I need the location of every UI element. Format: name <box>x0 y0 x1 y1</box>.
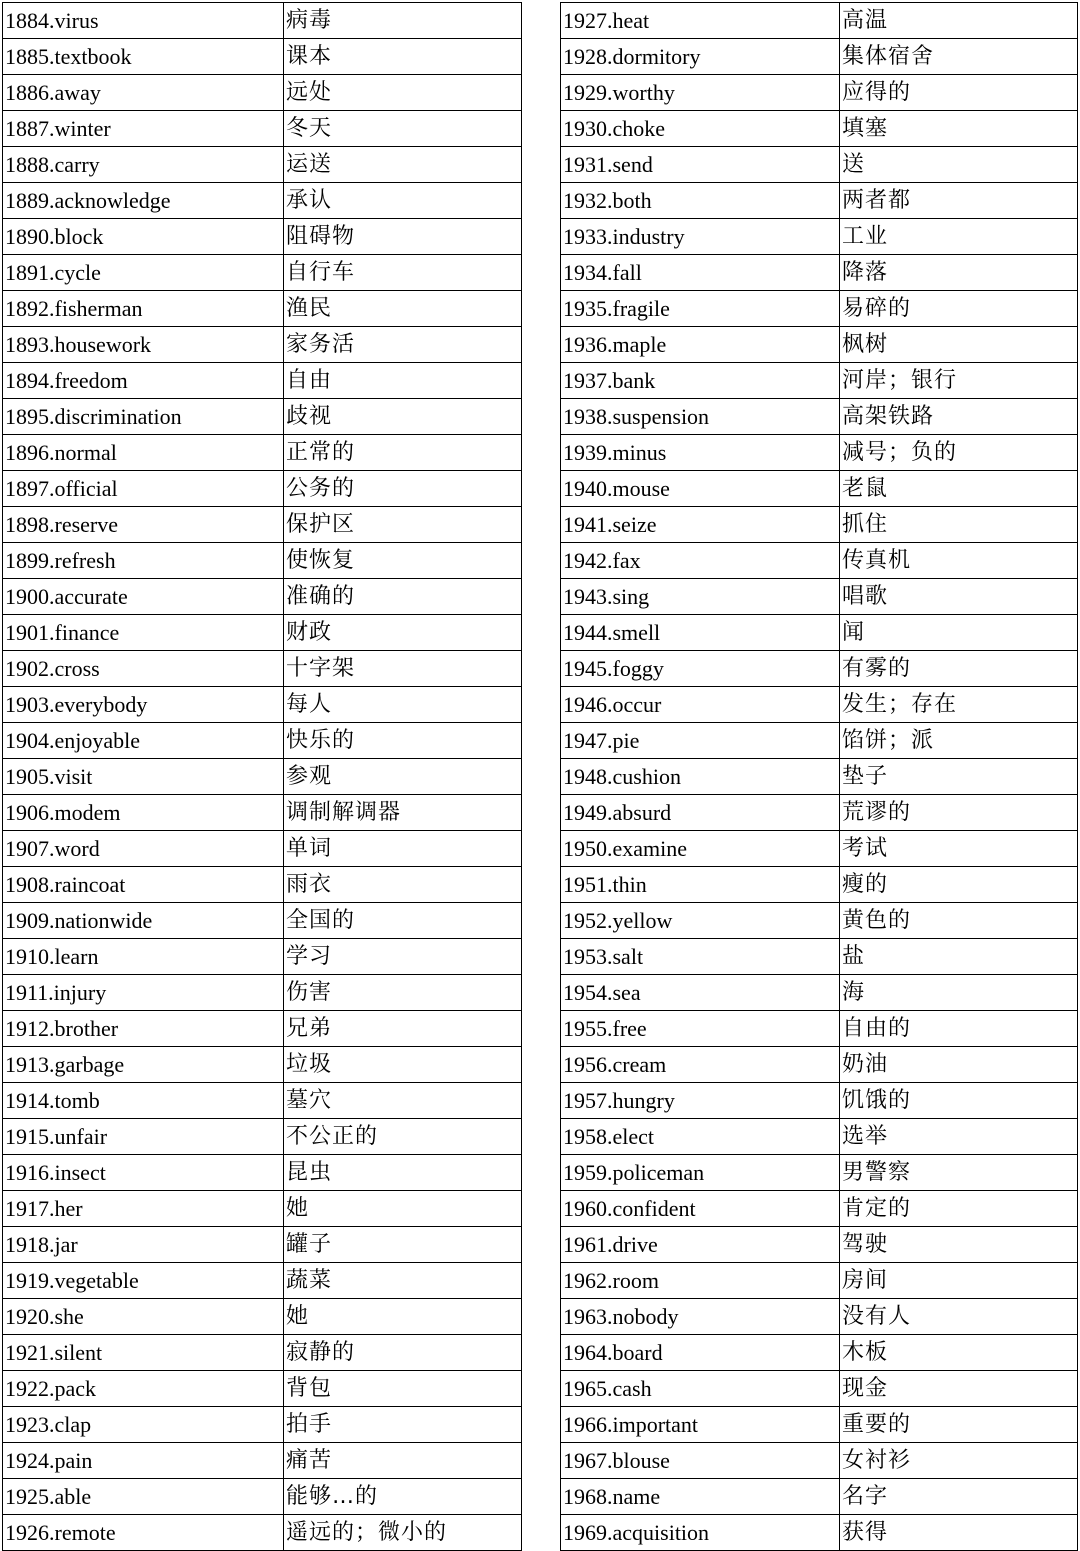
vocab-row <box>3 471 522 507</box>
vocab-word: 1902.cross <box>3 651 284 687</box>
vocab-row <box>3 39 522 75</box>
vocab-meaning: 填塞 <box>840 111 1078 147</box>
vocab-meaning: 蔬菜 <box>284 1263 522 1299</box>
vocab-word: 1893.housework <box>3 327 284 363</box>
vocab-row <box>561 1083 1078 1119</box>
vocab-row <box>561 1155 1078 1191</box>
vocab-row <box>3 939 522 975</box>
vocab-meaning: 全国的 <box>284 903 522 939</box>
vocab-meaning: 保护区 <box>284 507 522 543</box>
vocab-row <box>561 1407 1078 1443</box>
vocab-meaning: 集体宿舍 <box>840 39 1078 75</box>
vocab-word: 1903.everybody <box>3 687 284 723</box>
vocab-row <box>3 687 522 723</box>
vocab-word: 1948.cushion <box>561 759 840 795</box>
vocab-row <box>561 1371 1078 1407</box>
vocab-meaning: 寂静的 <box>284 1335 522 1371</box>
vocab-row <box>3 3 522 39</box>
vocab-row <box>3 1479 522 1515</box>
vocab-word: 1955.free <box>561 1011 840 1047</box>
vocab-meaning: 海 <box>840 975 1078 1011</box>
vocab-word: 1916.insect <box>3 1155 284 1191</box>
vocab-word: 1899.refresh <box>3 543 284 579</box>
vocab-table-right <box>560 2 1078 1551</box>
vocab-word: 1920.she <box>3 1299 284 1335</box>
vocab-meaning: 调制解调器 <box>284 795 522 831</box>
vocab-meaning: 自由 <box>284 363 522 399</box>
vocab-word: 1936.maple <box>561 327 840 363</box>
vocab-row <box>561 975 1078 1011</box>
vocab-row <box>3 1443 522 1479</box>
vocab-row <box>561 363 1078 399</box>
vocab-row <box>561 831 1078 867</box>
vocab-row <box>3 1191 522 1227</box>
vocab-meaning: 送 <box>840 147 1078 183</box>
vocab-meaning: 她 <box>284 1191 522 1227</box>
vocab-meaning: 十字架 <box>284 651 522 687</box>
vocab-word: 1924.pain <box>3 1443 284 1479</box>
vocab-word: 1931.send <box>561 147 840 183</box>
vocab-meaning: 快乐的 <box>284 723 522 759</box>
vocab-word: 1885.textbook <box>3 39 284 75</box>
vocab-meaning: 易碎的 <box>840 291 1078 327</box>
vocab-word: 1962.room <box>561 1263 840 1299</box>
vocab-meaning: 伤害 <box>284 975 522 1011</box>
vocab-word: 1963.nobody <box>561 1299 840 1335</box>
vocab-word: 1905.visit <box>3 759 284 795</box>
vocab-meaning: 发生；存在 <box>840 687 1078 723</box>
vocab-word: 1964.board <box>561 1335 840 1371</box>
vocab-row <box>3 291 522 327</box>
vocab-row <box>561 903 1078 939</box>
vocab-word: 1966.important <box>561 1407 840 1443</box>
vocab-row <box>3 111 522 147</box>
vocab-word: 1958.elect <box>561 1119 840 1155</box>
vocab-word: 1908.raincoat <box>3 867 284 903</box>
vocab-row <box>3 1335 522 1371</box>
vocab-meaning: 没有人 <box>840 1299 1078 1335</box>
vocab-word: 1918.jar <box>3 1227 284 1263</box>
vocab-word: 1935.fragile <box>561 291 840 327</box>
vocab-row <box>561 1047 1078 1083</box>
vocab-meaning: 瘦的 <box>840 867 1078 903</box>
vocab-meaning: 减号；负的 <box>840 435 1078 471</box>
vocab-meaning: 病毒 <box>284 3 522 39</box>
vocab-word: 1884.virus <box>3 3 284 39</box>
vocab-meaning: 垃圾 <box>284 1047 522 1083</box>
vocab-word: 1965.cash <box>561 1371 840 1407</box>
vocab-word: 1915.unfair <box>3 1119 284 1155</box>
vocab-meaning: 学习 <box>284 939 522 975</box>
vocab-meaning: 驾驶 <box>840 1227 1078 1263</box>
vocab-word: 1888.carry <box>3 147 284 183</box>
vocab-word: 1953.salt <box>561 939 840 975</box>
vocab-word: 1956.cream <box>561 1047 840 1083</box>
vocab-word: 1960.confident <box>561 1191 840 1227</box>
vocab-row <box>561 219 1078 255</box>
vocab-word: 1889.acknowledge <box>3 183 284 219</box>
vocab-row <box>561 651 1078 687</box>
vocab-meaning: 痛苦 <box>284 1443 522 1479</box>
vocab-row <box>561 939 1078 975</box>
vocab-word: 1941.seize <box>561 507 840 543</box>
vocab-row <box>3 1227 522 1263</box>
vocab-row <box>3 1299 522 1335</box>
vocab-meaning: 昆虫 <box>284 1155 522 1191</box>
vocab-word: 1891.cycle <box>3 255 284 291</box>
vocab-word: 1922.pack <box>3 1371 284 1407</box>
vocab-word: 1911.injury <box>3 975 284 1011</box>
vocab-word: 1904.enjoyable <box>3 723 284 759</box>
vocab-word: 1923.clap <box>3 1407 284 1443</box>
vocab-row <box>3 1083 522 1119</box>
vocab-row <box>561 327 1078 363</box>
vocab-meaning: 河岸；银行 <box>840 363 1078 399</box>
vocab-meaning: 兄弟 <box>284 1011 522 1047</box>
vocab-meaning: 能够…的 <box>284 1479 522 1515</box>
vocab-meaning: 荒谬的 <box>840 795 1078 831</box>
vocab-meaning: 她 <box>284 1299 522 1335</box>
vocab-row <box>561 471 1078 507</box>
vocab-word: 1952.yellow <box>561 903 840 939</box>
vocab-word: 1929.worthy <box>561 75 840 111</box>
vocab-meaning: 渔民 <box>284 291 522 327</box>
vocab-row <box>561 1263 1078 1299</box>
vocab-row <box>561 759 1078 795</box>
vocab-row <box>561 867 1078 903</box>
vocab-meaning: 参观 <box>284 759 522 795</box>
vocab-word: 1921.silent <box>3 1335 284 1371</box>
vocab-meaning: 女衬衫 <box>840 1443 1078 1479</box>
vocab-meaning: 闻 <box>840 615 1078 651</box>
vocab-word: 1906.modem <box>3 795 284 831</box>
vocab-word: 1925.able <box>3 1479 284 1515</box>
vocab-row <box>3 183 522 219</box>
vocab-meaning: 两者都 <box>840 183 1078 219</box>
vocab-row <box>561 1227 1078 1263</box>
vocab-row <box>561 1479 1078 1515</box>
vocab-meaning: 传真机 <box>840 543 1078 579</box>
vocab-row <box>561 291 1078 327</box>
vocab-meaning: 枫树 <box>840 327 1078 363</box>
vocab-row <box>3 723 522 759</box>
vocab-row <box>561 507 1078 543</box>
vocab-word: 1898.reserve <box>3 507 284 543</box>
vocab-row <box>561 435 1078 471</box>
vocab-row <box>3 507 522 543</box>
vocab-word: 1945.foggy <box>561 651 840 687</box>
vocab-word: 1949.absurd <box>561 795 840 831</box>
vocab-row <box>561 1335 1078 1371</box>
vocab-row <box>3 651 522 687</box>
vocab-word: 1913.garbage <box>3 1047 284 1083</box>
vocab-word: 1961.drive <box>561 1227 840 1263</box>
vocab-row <box>561 111 1078 147</box>
vocab-meaning: 歧视 <box>284 399 522 435</box>
vocab-word: 1967.blouse <box>561 1443 840 1479</box>
vocab-word: 1942.fax <box>561 543 840 579</box>
vocab-row <box>561 255 1078 291</box>
vocab-row <box>3 1119 522 1155</box>
vocab-row <box>3 1371 522 1407</box>
vocab-row <box>3 867 522 903</box>
vocab-row <box>3 1407 522 1443</box>
vocab-row <box>3 759 522 795</box>
vocab-word: 1901.finance <box>3 615 284 651</box>
vocab-row <box>561 579 1078 615</box>
vocab-row <box>561 3 1078 39</box>
vocab-word: 1917.her <box>3 1191 284 1227</box>
vocab-row <box>561 723 1078 759</box>
vocab-meaning: 使恢复 <box>284 543 522 579</box>
vocab-row <box>3 1515 522 1551</box>
vocab-table-right-body <box>561 3 1078 1551</box>
vocab-word: 1947.pie <box>561 723 840 759</box>
vocab-meaning: 现金 <box>840 1371 1078 1407</box>
vocab-word: 1892.fisherman <box>3 291 284 327</box>
vocab-row <box>3 435 522 471</box>
vocab-word: 1938.suspension <box>561 399 840 435</box>
vocab-row <box>3 795 522 831</box>
vocab-row <box>561 1119 1078 1155</box>
vocab-word: 1950.examine <box>561 831 840 867</box>
vocab-row <box>3 255 522 291</box>
vocab-meaning: 馅饼；派 <box>840 723 1078 759</box>
vocab-row <box>561 39 1078 75</box>
vocab-row <box>3 219 522 255</box>
vocab-row <box>3 615 522 651</box>
vocab-meaning: 重要的 <box>840 1407 1078 1443</box>
vocab-row <box>3 1047 522 1083</box>
vocab-row <box>561 75 1078 111</box>
vocab-meaning: 自行车 <box>284 255 522 291</box>
vocab-row <box>3 579 522 615</box>
vocab-word: 1887.winter <box>3 111 284 147</box>
vocab-row <box>561 399 1078 435</box>
vocab-meaning: 黄色的 <box>840 903 1078 939</box>
vocab-word: 1932.both <box>561 183 840 219</box>
vocab-meaning: 背包 <box>284 1371 522 1407</box>
vocab-row <box>561 147 1078 183</box>
vocab-row <box>3 363 522 399</box>
vocab-word: 1957.hungry <box>561 1083 840 1119</box>
vocab-meaning: 房间 <box>840 1263 1078 1299</box>
vocab-word: 1886.away <box>3 75 284 111</box>
vocab-word: 1959.policeman <box>561 1155 840 1191</box>
vocab-meaning: 木板 <box>840 1335 1078 1371</box>
vocab-word: 1933.industry <box>561 219 840 255</box>
vocab-table-left-body <box>3 3 522 1551</box>
vocab-meaning: 罐子 <box>284 1227 522 1263</box>
vocab-row <box>561 615 1078 651</box>
vocab-row <box>3 399 522 435</box>
vocab-meaning: 不公正的 <box>284 1119 522 1155</box>
vocab-meaning: 工业 <box>840 219 1078 255</box>
vocab-row <box>561 1299 1078 1335</box>
vocab-row <box>561 1515 1078 1551</box>
vocab-meaning: 男警察 <box>840 1155 1078 1191</box>
vocab-meaning: 单词 <box>284 831 522 867</box>
vocab-row <box>561 1443 1078 1479</box>
vocab-row <box>561 687 1078 723</box>
vocab-word: 1946.occur <box>561 687 840 723</box>
vocab-meaning: 雨衣 <box>284 867 522 903</box>
vocab-meaning: 高温 <box>840 3 1078 39</box>
vocab-meaning: 唱歌 <box>840 579 1078 615</box>
vocab-meaning: 老鼠 <box>840 471 1078 507</box>
vocab-table-left <box>2 2 522 1551</box>
vocab-meaning: 名字 <box>840 1479 1078 1515</box>
vocab-meaning: 垫子 <box>840 759 1078 795</box>
vocab-meaning: 正常的 <box>284 435 522 471</box>
vocab-meaning: 盐 <box>840 939 1078 975</box>
vocab-word: 1937.bank <box>561 363 840 399</box>
vocab-word: 1909.nationwide <box>3 903 284 939</box>
vocab-row <box>3 1155 522 1191</box>
vocab-meaning: 财政 <box>284 615 522 651</box>
vocab-word: 1939.minus <box>561 435 840 471</box>
vocab-row <box>561 795 1078 831</box>
vocab-word: 1927.heat <box>561 3 840 39</box>
vocab-word: 1894.freedom <box>3 363 284 399</box>
vocab-word: 1907.word <box>3 831 284 867</box>
vocab-row <box>3 327 522 363</box>
vocab-meaning: 每人 <box>284 687 522 723</box>
vocab-word: 1954.sea <box>561 975 840 1011</box>
vocab-word: 1928.dormitory <box>561 39 840 75</box>
vocab-row <box>561 1011 1078 1047</box>
vocab-row <box>3 1263 522 1299</box>
vocab-word: 1944.smell <box>561 615 840 651</box>
vocab-word: 1968.name <box>561 1479 840 1515</box>
vocab-word: 1912.brother <box>3 1011 284 1047</box>
vocab-meaning: 阻碍物 <box>284 219 522 255</box>
vocab-row <box>561 543 1078 579</box>
vocab-word: 1930.choke <box>561 111 840 147</box>
vocab-row <box>561 1191 1078 1227</box>
vocab-meaning: 考试 <box>840 831 1078 867</box>
vocab-word: 1943.sing <box>561 579 840 615</box>
vocab-word: 1940.mouse <box>561 471 840 507</box>
vocab-meaning: 远处 <box>284 75 522 111</box>
vocab-row <box>3 75 522 111</box>
vocab-meaning: 准确的 <box>284 579 522 615</box>
vocab-word: 1900.accurate <box>3 579 284 615</box>
vocab-meaning: 应得的 <box>840 75 1078 111</box>
vocab-meaning: 有雾的 <box>840 651 1078 687</box>
vocab-meaning: 选举 <box>840 1119 1078 1155</box>
vocab-row <box>3 1011 522 1047</box>
vocab-meaning: 高架铁路 <box>840 399 1078 435</box>
vocab-word: 1934.fall <box>561 255 840 291</box>
vocab-word: 1895.discrimination <box>3 399 284 435</box>
vocab-meaning: 课本 <box>284 39 522 75</box>
vocab-meaning: 抓住 <box>840 507 1078 543</box>
vocab-meaning: 承认 <box>284 183 522 219</box>
vocab-word: 1969.acquisition <box>561 1515 840 1551</box>
vocab-row <box>3 543 522 579</box>
vocab-row <box>561 183 1078 219</box>
vocab-meaning: 自由的 <box>840 1011 1078 1047</box>
vocab-meaning: 拍手 <box>284 1407 522 1443</box>
vocab-meaning: 运送 <box>284 147 522 183</box>
vocab-meaning: 家务活 <box>284 327 522 363</box>
vocab-word: 1890.block <box>3 219 284 255</box>
vocab-row <box>3 147 522 183</box>
vocab-meaning: 冬天 <box>284 111 522 147</box>
vocab-meaning: 墓穴 <box>284 1083 522 1119</box>
vocab-row <box>3 903 522 939</box>
vocab-meaning: 奶油 <box>840 1047 1078 1083</box>
vocab-word: 1951.thin <box>561 867 840 903</box>
vocab-word: 1926.remote <box>3 1515 284 1551</box>
vocab-meaning: 获得 <box>840 1515 1078 1551</box>
vocab-row <box>3 975 522 1011</box>
vocab-row <box>3 831 522 867</box>
vocab-meaning: 遥远的；微小的 <box>284 1515 522 1551</box>
vocab-meaning: 肯定的 <box>840 1191 1078 1227</box>
vocab-meaning: 降落 <box>840 255 1078 291</box>
vocab-meaning: 饥饿的 <box>840 1083 1078 1119</box>
vocab-word: 1914.tomb <box>3 1083 284 1119</box>
vocab-word: 1897.official <box>3 471 284 507</box>
vocab-meaning: 公务的 <box>284 471 522 507</box>
vocab-word: 1919.vegetable <box>3 1263 284 1299</box>
vocab-word: 1910.learn <box>3 939 284 975</box>
vocab-word: 1896.normal <box>3 435 284 471</box>
